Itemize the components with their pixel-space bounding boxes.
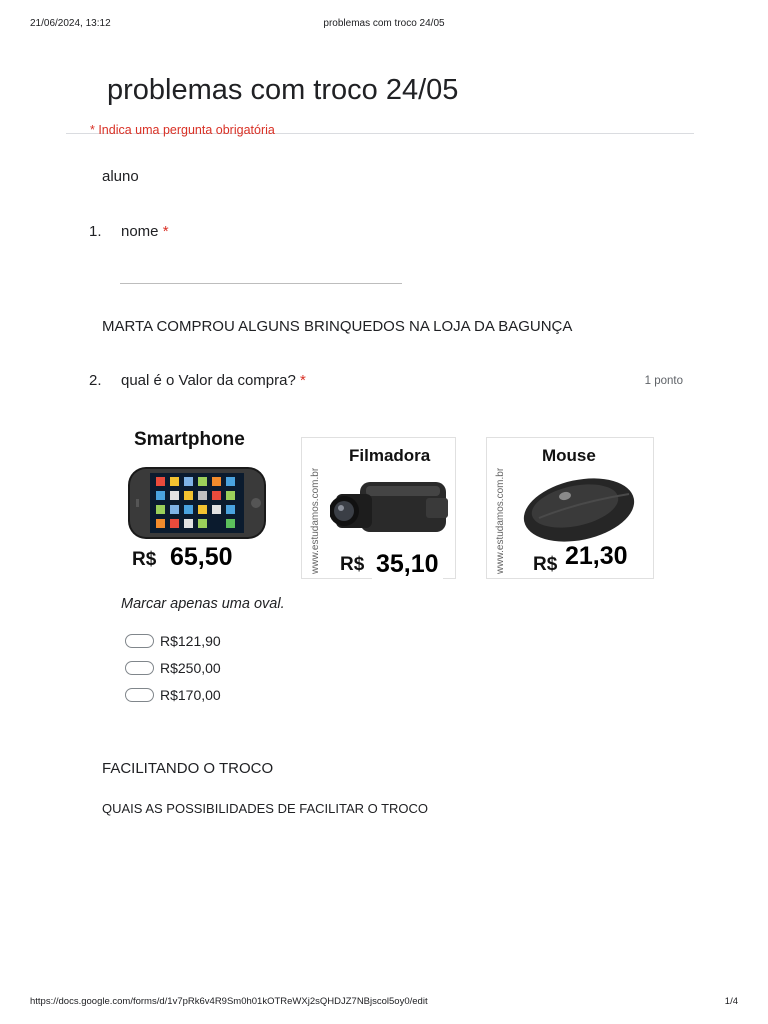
product-card-smartphone [120,421,280,579]
instruction-text: Marcar apenas uma oval. [121,596,285,612]
option-label: R$121,90 [160,633,221,649]
camcorder-icon [330,468,454,546]
section-marta: MARTA COMPROU ALGUNS BRINQUEDOS NA LOJA DA BAGUNÇA [102,318,573,335]
print-doc-title: problemas com troco 24/05 [323,18,445,29]
product-price: 65,50 [166,543,237,572]
product-price: 35,10 [372,550,443,579]
required-asterisk: * [300,372,306,389]
watermark-text: www.estudamos.com.br [495,467,506,574]
product-price: 21,30 [561,542,632,571]
form-title: problemas com troco 24/05 [107,74,459,106]
option-label: R$250,00 [160,660,221,676]
radio-oval[interactable] [125,634,154,648]
print-url: https://docs.google.com/forms/d/1v7pRk6v4R9Sm0h01kOTReWXj2sQHDJZ7NBjscol5oy0/edit [30,996,428,1007]
points-label: 1 ponto [644,375,683,387]
option-3[interactable] [125,687,221,703]
question-nome [121,223,169,240]
mouse-icon [519,472,637,544]
name-answer-field[interactable] [120,283,402,284]
print-page-number: 1/4 [724,996,738,1007]
product-name: Filmadora [349,446,431,465]
question-number: 2. [89,372,102,389]
required-note: * Indica uma pergunta obrigatória [90,123,275,137]
option-1[interactable] [125,633,221,649]
section-description: QUAIS AS POSSIBILIDADES DE FACILITAR O TROCO [102,801,429,816]
radio-oval[interactable] [125,688,154,702]
currency-label: R$ [340,554,365,575]
currency-label: R$ [132,549,157,570]
question-label: nome [121,223,159,240]
smartphone-icon [126,463,268,543]
currency-label: R$ [533,554,558,575]
radio-oval[interactable] [125,661,154,675]
product-name: Smartphone [134,429,245,450]
product-card-filmadora [301,437,456,579]
section-title: FACILITANDO O TROCO [102,760,274,777]
question-number: 1. [89,223,102,240]
product-card-mouse [486,437,654,579]
question-label: qual é o Valor da compra? [121,372,296,389]
required-asterisk: * [162,223,169,240]
question-valor [121,372,306,389]
product-name: Mouse [542,446,596,465]
print-datetime: 21/06/2024, 13:12 [30,18,111,29]
option-label: R$170,00 [160,687,221,703]
watermark-text: www.estudamos.com.br [310,467,321,574]
option-2[interactable] [125,660,221,676]
section-aluno: aluno [102,168,139,185]
